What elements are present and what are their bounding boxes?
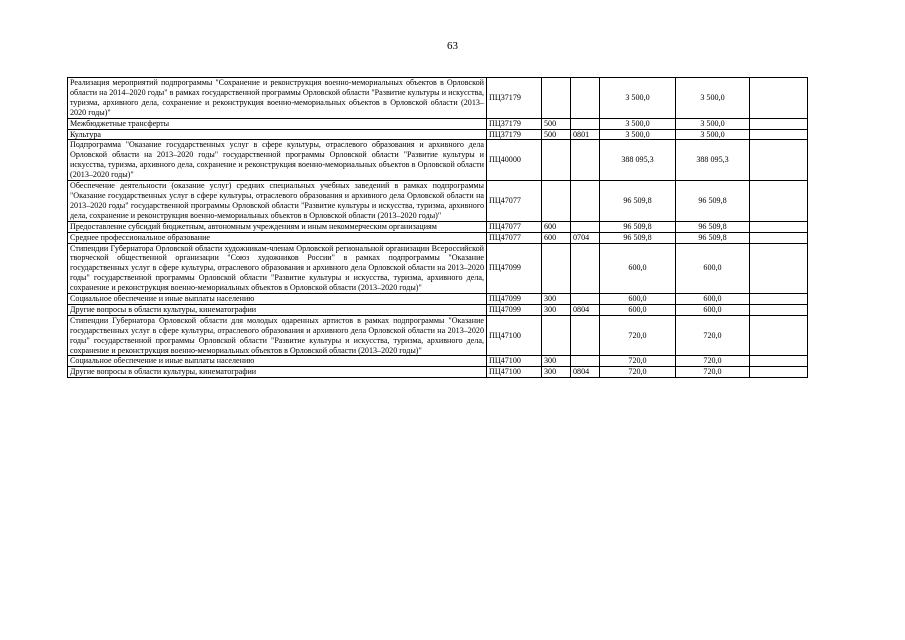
row-name: Социальное обеспечение и иные выплаты населению <box>68 356 487 367</box>
row-sum1: 96 509,8 <box>600 232 676 243</box>
row-rz <box>571 243 600 294</box>
row-name: Культура <box>68 129 487 140</box>
table-row <box>68 129 808 140</box>
row-extra <box>750 221 808 232</box>
budget-table <box>67 77 808 378</box>
row-sum2: 600,0 <box>676 294 750 305</box>
row-code: ПЦ47077 <box>487 181 542 222</box>
row-rz: 0804 <box>571 304 600 315</box>
row-sum1: 600,0 <box>600 243 676 294</box>
row-name: Другие вопросы в области культуры, кинематографии <box>68 367 487 378</box>
row-name: Межбюджетные трансферты <box>68 118 487 129</box>
row-sum1: 600,0 <box>600 304 676 315</box>
row-name: Реализация мероприятий подпрограммы "Сохранение и реконструкция военно-мемориальных объектов в Орловской области на 2014–2020 годы" в рамках государственной программы Орловской области "Развитие культуры и искусства, туризма, архивного дела, сохранение и реконструкция военно-мемориальных объектов в Орловской области (2013–2020 годы)" <box>68 78 487 119</box>
row-name: Обеспечение деятельности (оказание услуг) средних специальных учебных заведений в рамках подпрограммы "Оказание государственных услуг в сфере культуры, отраслевого образования и архивного дела Орловской области на 2013–2020 годы" государственной программы Орловской области "Развитие культуры и искусства, туризма, архивного дела, сохранение и реконструкция военно-мемориальных объектов в Орловской области (2013–2020 годы)" <box>68 181 487 222</box>
row-rz <box>571 118 600 129</box>
row-vr: 500 <box>542 129 571 140</box>
row-code: ПЦ47099 <box>487 304 542 315</box>
row-code: ПЦ37179 <box>487 118 542 129</box>
row-vr <box>542 140 571 181</box>
row-name: Подпрограмма "Оказание государственных услуг в сфере культуры, отраслевого образования и архивного дела Орловской области на 2013–2020 годы" государственной программы Орловской области "Развитие культуры и искусства, туризма, архивного дела, сохранение и реконструкция военно-мемориальных объектов в Орловской области (2013–2020 годы)" <box>68 140 487 181</box>
row-name: Стипендии Губернатора Орловской области художникам-членам Орловской региональной организации Всероссийской творческой общественной организации "Союз художников России" в рамках подпрограммы "Оказание государственных услуг в сфере культуры, отраслевого образования и архивного дела Орловской области на 2013–2020 годы" государственной программы Орловской области "Развитие культуры и искусства, туризма, архивного дела, сохранение и реконструкция военно-мемориальных объектов в Орловской области (2013–2020 годы)" <box>68 243 487 294</box>
row-name: Другие вопросы в области культуры, кинематографии <box>68 304 487 315</box>
row-sum2: 720,0 <box>676 356 750 367</box>
row-vr: 300 <box>542 294 571 305</box>
row-sum2: 600,0 <box>676 304 750 315</box>
row-code: ПЦ47099 <box>487 243 542 294</box>
table-row <box>68 118 808 129</box>
table-row <box>68 221 808 232</box>
row-sum2: 720,0 <box>676 367 750 378</box>
row-sum1: 600,0 <box>600 294 676 305</box>
row-vr: 500 <box>542 118 571 129</box>
row-vr: 300 <box>542 304 571 315</box>
row-rz: 0801 <box>571 129 600 140</box>
row-extra <box>750 181 808 222</box>
row-code: ПЦ47100 <box>487 367 542 378</box>
row-sum1: 720,0 <box>600 315 676 356</box>
row-extra <box>750 304 808 315</box>
row-sum2: 96 509,8 <box>676 221 750 232</box>
row-extra <box>750 315 808 356</box>
row-sum2: 600,0 <box>676 243 750 294</box>
row-sum1: 3 500,0 <box>600 129 676 140</box>
row-extra <box>750 243 808 294</box>
row-name: Среднее профессиональное образование <box>68 232 487 243</box>
row-vr <box>542 181 571 222</box>
row-code: ПЦ37179 <box>487 78 542 119</box>
row-sum2: 96 509,8 <box>676 181 750 222</box>
row-sum2: 3 500,0 <box>676 118 750 129</box>
row-vr: 300 <box>542 356 571 367</box>
row-rz <box>571 181 600 222</box>
row-sum1: 96 509,8 <box>600 181 676 222</box>
row-sum1: 96 509,8 <box>600 221 676 232</box>
table-row <box>68 367 808 378</box>
row-sum2: 3 500,0 <box>676 129 750 140</box>
row-rz <box>571 294 600 305</box>
table-row <box>68 304 808 315</box>
row-code: ПЦ47099 <box>487 294 542 305</box>
row-sum1: 3 500,0 <box>600 78 676 119</box>
row-code: ПЦ47077 <box>487 221 542 232</box>
row-name: Социальное обеспечение и иные выплаты населению <box>68 294 487 305</box>
row-rz <box>571 140 600 181</box>
row-sum1: 720,0 <box>600 356 676 367</box>
row-extra <box>750 294 808 305</box>
row-code: ПЦ47077 <box>487 232 542 243</box>
row-vr: 300 <box>542 367 571 378</box>
row-extra <box>750 118 808 129</box>
table-row <box>68 294 808 305</box>
row-extra <box>750 129 808 140</box>
row-sum2: 96 509,8 <box>676 232 750 243</box>
row-sum1: 388 095,3 <box>600 140 676 181</box>
row-rz: 0704 <box>571 232 600 243</box>
row-code: ПЦ47100 <box>487 315 542 356</box>
row-vr: 600 <box>542 232 571 243</box>
row-vr: 600 <box>542 221 571 232</box>
row-vr <box>542 315 571 356</box>
table-row <box>68 181 808 222</box>
row-sum2: 720,0 <box>676 315 750 356</box>
row-sum2: 388 095,3 <box>676 140 750 181</box>
row-rz <box>571 78 600 119</box>
table-row <box>68 315 808 356</box>
table-row <box>68 243 808 294</box>
table-row <box>68 232 808 243</box>
row-vr <box>542 243 571 294</box>
row-name: Предоставление субсидий бюджетным, автономным учреждениям и иным некоммерческим организациям <box>68 221 487 232</box>
row-code: ПЦ40000 <box>487 140 542 181</box>
row-vr <box>542 78 571 119</box>
row-rz <box>571 221 600 232</box>
row-sum1: 3 500,0 <box>600 118 676 129</box>
row-sum2: 3 500,0 <box>676 78 750 119</box>
row-extra <box>750 367 808 378</box>
row-sum1: 720,0 <box>600 367 676 378</box>
row-rz <box>571 315 600 356</box>
row-name: Стипендии Губернатора Орловской области для молодых одаренных артистов в рамках подпрограммы "Оказание государственных услуг в сфере культуры, отраслевого образования и архивного дела Орловской области на 2013–2020 годы" государственной программы Орловской области "Развитие культуры и искусства, туризма, архивного дела, сохранение и реконструкция военно-мемориальных объектов в Орловской области (2013–2020 годы)" <box>68 315 487 356</box>
table-row <box>68 78 808 119</box>
row-code: ПЦ37179 <box>487 129 542 140</box>
row-code: ПЦ47100 <box>487 356 542 367</box>
row-extra <box>750 356 808 367</box>
row-extra <box>750 140 808 181</box>
row-rz: 0804 <box>571 367 600 378</box>
page-number: 63 <box>447 40 458 52</box>
row-rz <box>571 356 600 367</box>
row-extra <box>750 232 808 243</box>
table-row <box>68 356 808 367</box>
row-extra <box>750 78 808 119</box>
table-row <box>68 140 808 181</box>
budget-table-body <box>68 78 808 378</box>
